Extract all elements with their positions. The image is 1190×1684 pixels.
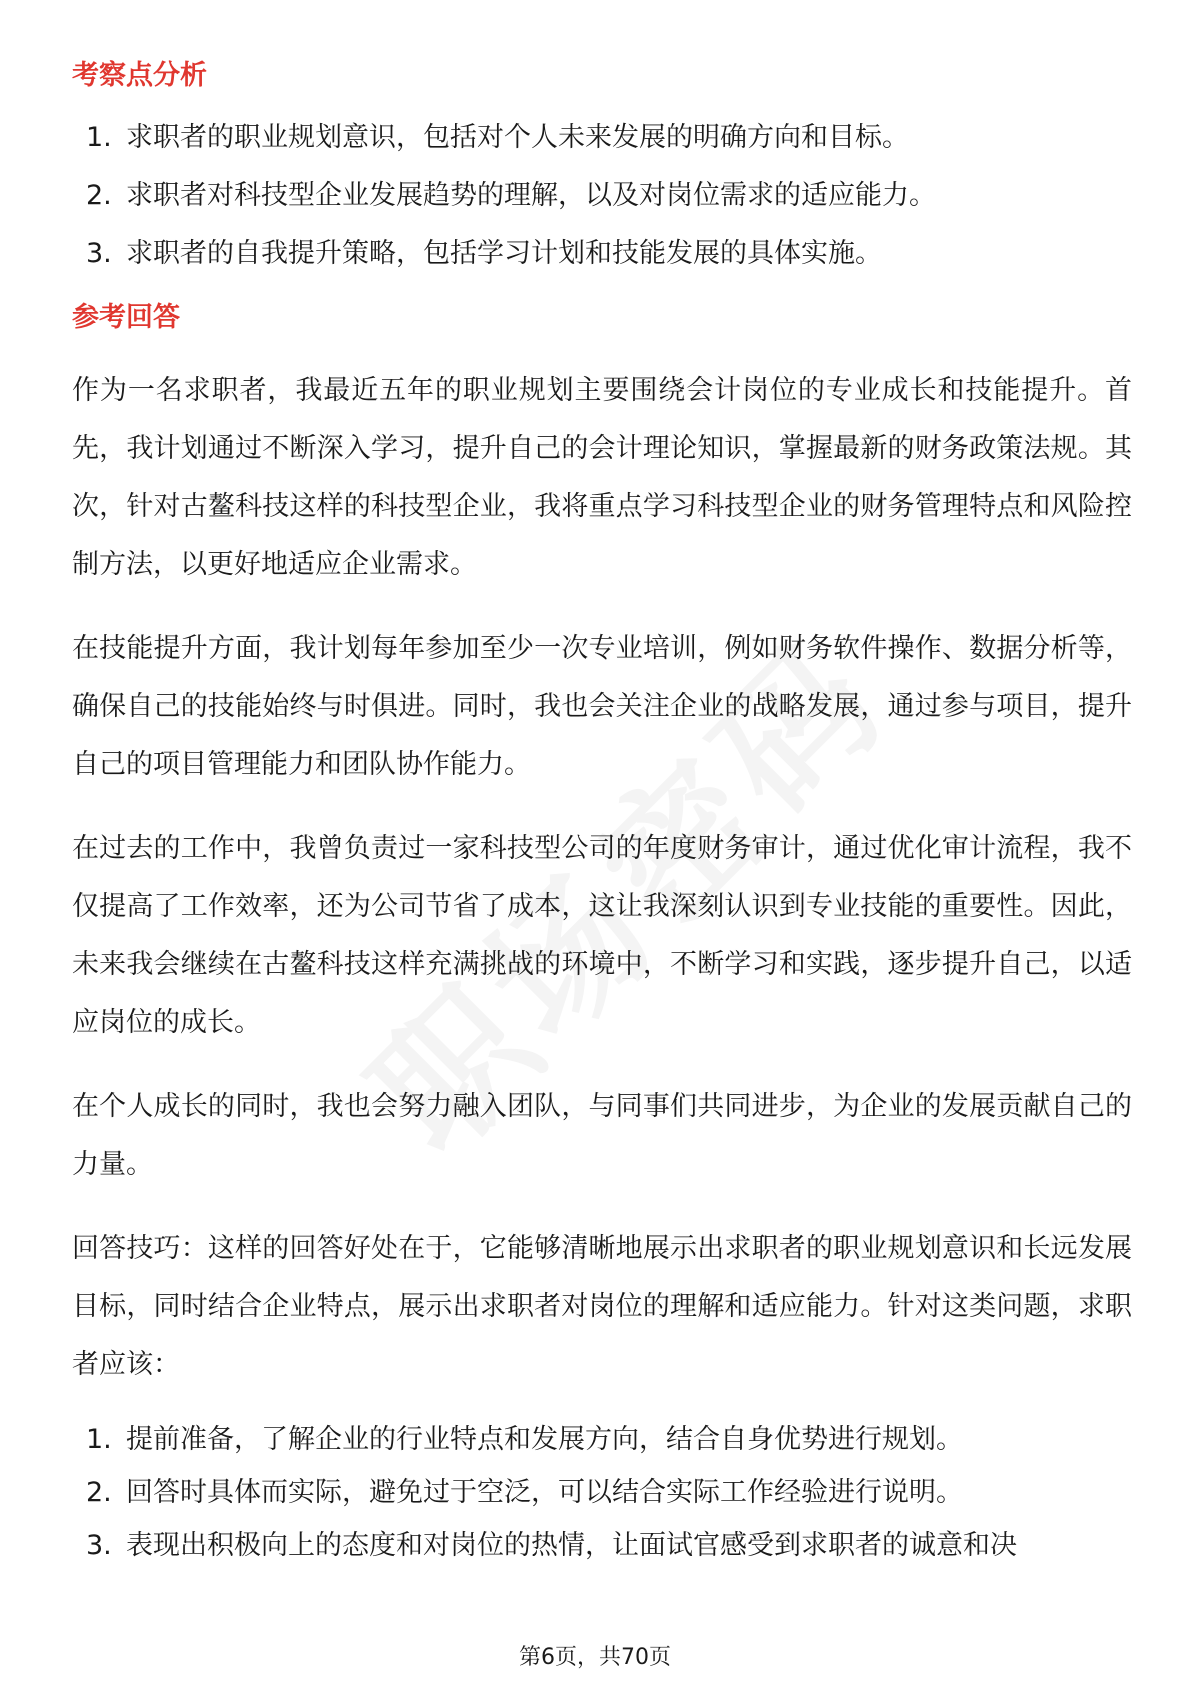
list-item-text: 求职者的职业规划意识，包括对个人未来发展的明确方向和目标。 <box>126 122 909 153</box>
list-item <box>72 178 1132 214</box>
list-item-text: 求职者的自我提升策略，包括学习计划和技能发展的具体实施。 <box>126 238 882 269</box>
answer-paragraph: 在技能提升方面，我计划每年参加至少一次专业培训，例如财务软件操作、数据分析等，确保自己的技能始终与时俱进。同时，我也会关注企业的战略发展，通过参与项目，提升自己的项目管理能力和团队协作能力。 <box>72 633 1132 780</box>
list-item <box>72 1475 1132 1511</box>
answer-paragraph: 在过去的工作中，我曾负责过一家科技型公司的年度财务审计，通过优化审计流程，我不仅提高了工作效率，还为公司节省了成本，这让我深刻认识到专业技能的重要性。因此，未来我会继续在古鳌科技这样充满挑战的环境中，不断学习和实践，逐步提升自己，以适应岗位的成长。 <box>72 833 1132 1038</box>
list-item <box>72 1422 1132 1458</box>
answer-paragraph: 作为一名求职者，我最近五年的职业规划主要围绕会计岗位的专业成长和技能提升。首先，我计划通过不断深入学习，提升自己的会计理论知识，掌握最新的财务政策法规。其次，针对古鳌科技这样的科技型企业，我将重点学习科技型企业的财务管理特点和风险控制方法，以更好地适应企业需求。 <box>72 375 1132 580</box>
list-item-text: 提前准备，了解企业的行业特点和发展方向，结合自身优势进行规划。 <box>126 1424 963 1455</box>
list-item <box>72 1528 1132 1564</box>
document-page <box>72 40 1132 1581</box>
list-item <box>72 236 1132 272</box>
list-item-text: 求职者对科技型企业发展趋势的理解，以及对岗位需求的适应能力。 <box>126 180 936 211</box>
list-item-text: 表现出积极向上的态度和对岗位的热情，让面试官感受到求职者的诚意和决 <box>126 1530 1017 1561</box>
answer-tips-paragraph: 回答技巧：这样的回答好处在于，它能够清晰地展示出求职者的职业规划意识和长远发展目标，同时结合企业特点，展示出求职者对岗位的理解和适应能力。针对这类问题，求职者应该： <box>72 1233 1132 1380</box>
list-number: 2. <box>86 180 112 211</box>
list-number: 1. <box>86 1424 112 1455</box>
analysis-list <box>72 120 1132 272</box>
list-item-text: 回答时具体而实际，避免过于空泛，可以结合实际工作经验进行说明。 <box>126 1477 963 1508</box>
list-number: 1. <box>86 122 112 153</box>
section-heading-analysis: 考察点分析 <box>72 60 207 91</box>
page-number-footer: 第6页，共70页 <box>519 1645 671 1670</box>
tips-list <box>72 1422 1132 1564</box>
list-number: 3. <box>86 238 112 269</box>
section-heading-reference-answer: 参考回答 <box>72 302 180 333</box>
list-number: 2. <box>86 1477 112 1508</box>
list-number: 3. <box>86 1530 112 1561</box>
list-item <box>72 120 1132 156</box>
answer-paragraph: 在个人成长的同时，我也会努力融入团队，与同事们共同进步，为企业的发展贡献自己的力量。 <box>72 1091 1132 1180</box>
